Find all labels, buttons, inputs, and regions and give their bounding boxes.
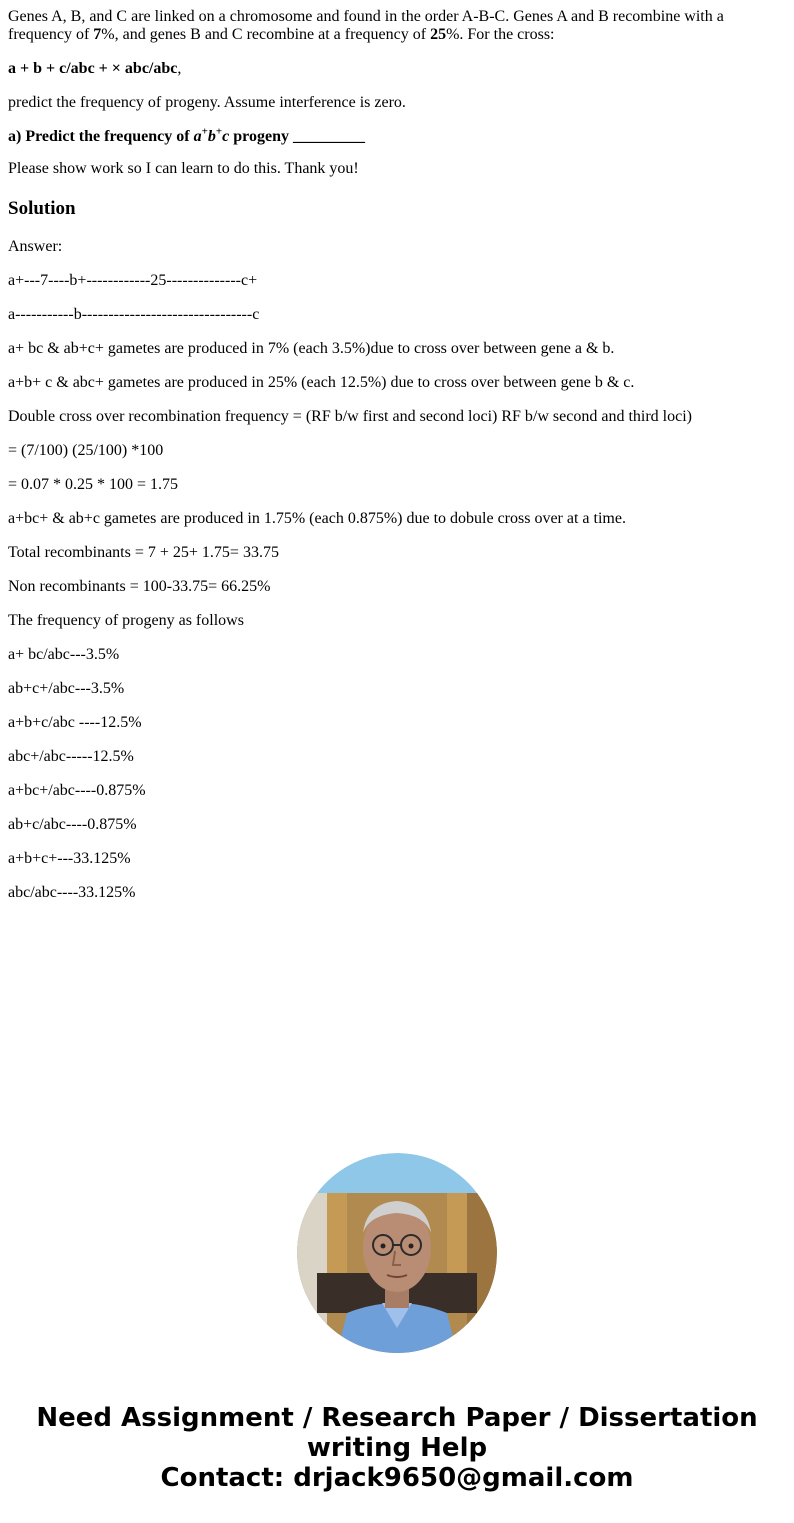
solution-line: a+bc+/abc----0.875% bbox=[8, 782, 146, 799]
intro-text-1: Genes A, B, and C are linked on a chromosome and found in the order A-B-C. Genes A and B recombine with a frequency of bbox=[8, 8, 724, 43]
bc-frequency: 25 bbox=[430, 26, 447, 43]
part-a-allele-b: b bbox=[207, 128, 216, 145]
solution-line: abc+/abc-----12.5% bbox=[8, 748, 134, 765]
solution-line: Double cross over recombination frequency = (RF b/w first and second loci) RF b/w second and third loci) bbox=[8, 408, 692, 425]
solution-line: a+---7----b+------------25--------------c+ bbox=[8, 272, 258, 289]
part-a-prefix: a) Predict the frequency of bbox=[8, 128, 194, 145]
solution-line: ab+c/abc----0.875% bbox=[8, 816, 137, 833]
footer-line-2: writing Help bbox=[306, 1433, 488, 1463]
part-a-sup-2: + bbox=[215, 125, 223, 138]
solution-line: a+ bc/abc---3.5% bbox=[8, 646, 120, 663]
solution-line: = (7/100) (25/100) *100 bbox=[8, 442, 164, 459]
part-a-allele-a: a bbox=[193, 128, 202, 145]
request-text: Please show work so I can learn to do this. Thank you! bbox=[8, 160, 359, 177]
part-a-sup-1: + bbox=[201, 125, 208, 138]
author-avatar bbox=[297, 1153, 497, 1353]
solution-line: abc/abc----33.125% bbox=[8, 884, 136, 901]
intro-text-3: %. For the cross: bbox=[446, 26, 555, 43]
solution-line: a+bc+ & ab+c gametes are produced in 1.75% (each 0.875%) due to dobule cross over at a time. bbox=[8, 510, 626, 527]
solution-line: Non recombinants = 100-33.75= 66.25% bbox=[8, 578, 271, 595]
solution-line: a+b+c/abc ----12.5% bbox=[8, 714, 142, 731]
solution-line: = 0.07 * 0.25 * 100 = 1.75 bbox=[8, 476, 179, 493]
cross-line bbox=[8, 60, 778, 78]
solution-line: ab+c+/abc---3.5% bbox=[8, 680, 125, 697]
footer-banner bbox=[0, 1403, 794, 1493]
solution-heading: Solution bbox=[8, 198, 76, 219]
solution-line: a+b+c+---33.125% bbox=[8, 850, 131, 867]
solution-line: Total recombinants = 7 + 25+ 1.75= 33.75 bbox=[8, 544, 279, 561]
author-portrait-icon bbox=[297, 1153, 497, 1353]
part-a-allele-c: c bbox=[222, 128, 230, 145]
footer-contact: Contact: drjack9650@gmail.com bbox=[160, 1463, 634, 1493]
solution-line: The frequency of progeny as follows bbox=[8, 612, 244, 629]
intro-text-2: %, and genes B and C recombine at a frequency of bbox=[101, 26, 431, 43]
cross-notation: a + b + c/abc + × abc/abc bbox=[8, 60, 178, 77]
part-a-suffix: progeny _________ bbox=[229, 128, 365, 145]
solution-line: a+b+ c & abc+ gametes are produced in 25% (each 12.5%) due to cross over between gene b & c. bbox=[8, 374, 635, 391]
solution-line: a+ bc & ab+c+ gametes are produced in 7% (each 3.5%)due to cross over between gene a & b. bbox=[8, 340, 615, 357]
document-body bbox=[8, 8, 778, 918]
solution-line: a-----------b--------------------------------c bbox=[8, 306, 260, 323]
solution-lines bbox=[8, 238, 778, 902]
solution-line: Answer: bbox=[8, 238, 63, 255]
instruction-text: predict the frequency of progeny. Assume interference is zero. bbox=[8, 94, 406, 111]
part-a-question bbox=[8, 125, 778, 146]
cross-suffix: , bbox=[177, 60, 182, 77]
ab-frequency: 7 bbox=[93, 26, 102, 43]
footer-line-1: Need Assignment / Research Paper / Dissertation bbox=[36, 1403, 758, 1433]
question-intro bbox=[8, 8, 778, 44]
